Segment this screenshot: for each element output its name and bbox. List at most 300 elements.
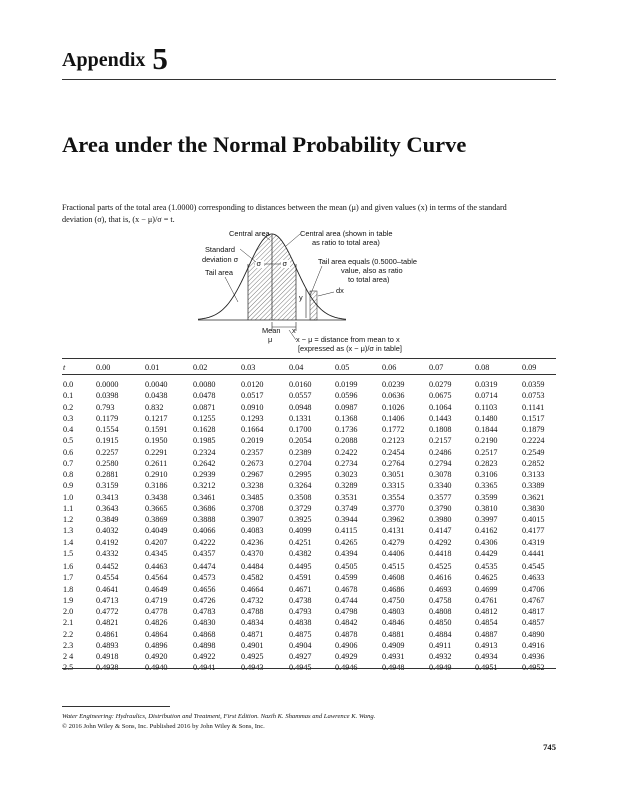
table-row-t: 1.1	[63, 503, 74, 513]
table-cell: 0.0040	[145, 380, 168, 389]
table-cell: 0.3849	[96, 515, 119, 524]
table-cell: 0.4854	[475, 618, 498, 628]
table-cell: 0.2823	[475, 458, 498, 468]
header-rule	[62, 79, 556, 80]
table-cell: 0.4890	[522, 629, 545, 639]
table-header-cell: 0.01	[145, 363, 160, 372]
table-cell: 0.4049	[145, 526, 168, 536]
table-cell: 0.2549	[522, 447, 545, 457]
table-cell: 0.4066	[193, 526, 216, 536]
description-line-2: deviation (σ), that is, (x − μ)/σ = t.	[62, 214, 175, 224]
normal-curve-figure	[0, 226, 619, 354]
dx-label: dx	[336, 286, 344, 295]
table-cell: 0.1554	[96, 425, 119, 434]
table-row-t: 1.0	[63, 492, 74, 502]
table-cell: 0.1331	[289, 413, 312, 423]
table-cell: 0.4931	[382, 652, 405, 661]
table-header-cell: 0.05	[335, 363, 350, 372]
table-cell: 0.4909	[382, 640, 405, 650]
sigma-label-left: σ	[256, 259, 262, 268]
table-cell: 0.0948	[289, 402, 312, 412]
table-cell: 0.4319	[522, 537, 545, 547]
table-cell: 0.4664	[241, 584, 264, 594]
table-cell: 0.4115	[335, 526, 358, 536]
table-cell: 0.0478	[193, 391, 216, 401]
table-cell: 0.2517	[475, 447, 498, 457]
table-cell: 0.4625	[475, 573, 498, 583]
table-cell: 0.0279	[429, 380, 452, 389]
table-cell: 0.0987	[335, 402, 358, 412]
table-cell: 0.4382	[289, 548, 312, 558]
table-cell: 0.4871	[241, 629, 264, 639]
page-title: Area under the Normal Probability Curve	[62, 132, 467, 157]
table-cell: 0.4279	[382, 537, 405, 547]
table-cell: 0.4793	[289, 607, 312, 616]
table-row-t: 0.5	[63, 436, 74, 446]
table-cell: 0.0319	[475, 380, 498, 389]
table-cell: 0.3078	[429, 470, 452, 479]
table-cell: 0.3962	[382, 515, 405, 524]
table-header-cell: 0.07	[429, 363, 444, 372]
table-cell: 0.4904	[289, 640, 312, 650]
table-cell: 0.4616	[429, 573, 452, 583]
table-cell: 0.3869	[145, 515, 168, 524]
table-header-cell: 0.03	[241, 363, 256, 372]
table-cell: 0.4015	[522, 515, 545, 524]
table-header-t: t	[63, 363, 66, 372]
table-cell: 0.3830	[522, 503, 545, 513]
table-cell: 0.1664	[241, 425, 264, 434]
table-cell: 0.1103	[475, 402, 498, 412]
table-cell: 0.3665	[145, 503, 168, 513]
table-cell: 0.4788	[241, 607, 264, 616]
table-cell: 0.3643	[96, 503, 119, 513]
table-cell: 0.4898	[193, 640, 216, 650]
table-cell: 0.2734	[335, 458, 358, 468]
table-header-cell: 0.08	[475, 363, 490, 372]
table-cell: 0.2019	[241, 436, 264, 446]
table-cell: 0.3023	[335, 470, 358, 479]
table-cell: 0.3907	[241, 515, 264, 524]
table-cell: 0.3997	[475, 515, 498, 524]
table-cell: 0.0000	[96, 380, 119, 389]
central-note-line-2: as ratio to total area)	[312, 238, 380, 247]
table-cell: 0.3790	[429, 503, 452, 513]
table-cell: 0.4761	[475, 595, 498, 605]
table-row-t: 1.2	[63, 515, 74, 524]
table-cell: 0.4678	[335, 584, 358, 594]
table-cell: 0.4868	[193, 629, 216, 639]
table-cell: 0.3888	[193, 515, 216, 524]
table-cell: 0.4515	[382, 562, 405, 571]
table-cell: 0.3599	[475, 492, 498, 502]
table-cell: 0.4934	[475, 652, 498, 661]
table-cell: 0.3315	[382, 481, 405, 491]
description	[62, 202, 556, 225]
table-cell: 0.4406	[382, 548, 405, 558]
table-cell: 0.2910	[145, 470, 168, 479]
mu-label: μ	[268, 335, 273, 344]
table-cell: 0.4842	[335, 618, 358, 628]
table-cell: 0.4846	[382, 618, 405, 628]
table-cell: 0.4918	[96, 652, 119, 661]
page-number: 745	[543, 742, 556, 752]
footnote-line-1: Water Engineering: Hydraulics, Distribution and Treatment, First Edition. Nazih K. Shammas and Lawrence K. Wang.	[62, 713, 376, 720]
table-cell: 0.4083	[241, 526, 264, 536]
table-row-t: 0.7	[63, 458, 74, 468]
tail-note-line-2: value, also as ratio	[341, 266, 403, 275]
table-cell: 0.1026	[382, 402, 405, 412]
table-cell: 0.4850	[429, 618, 452, 628]
table-cell: 0.4778	[145, 607, 168, 616]
table-cell: 0.3264	[289, 481, 312, 491]
dx-strip	[310, 291, 317, 320]
table-cell: 0.1950	[145, 436, 168, 446]
table-cell: 0.4699	[475, 584, 498, 594]
standard-deviation-label-1: Standard	[205, 245, 235, 254]
table-cell: 0.4925	[241, 652, 264, 661]
table-cell: 0.4948	[382, 663, 405, 673]
table-cell: 0.3980	[429, 515, 452, 524]
tail-note-line-3: to total area)	[348, 275, 390, 284]
table-cell: 0.1700	[289, 425, 312, 434]
table-cell: 0.3749	[335, 503, 358, 513]
table-cell: 0.1772	[382, 425, 405, 434]
table-cell: 0.3708	[241, 503, 264, 513]
table-cell: 0.4951	[475, 663, 498, 673]
table-cell: 0.0596	[335, 391, 358, 401]
appendix-heading	[62, 38, 168, 74]
table-cell: 0.0910	[241, 402, 264, 412]
table-cell: 0.3810	[475, 503, 498, 513]
table-cell: 0.4032	[96, 526, 119, 536]
table-cell: 0.4946	[335, 663, 358, 673]
central-note-line-1: Central area (shown in table	[300, 229, 393, 238]
table-row-t: 0.2	[63, 402, 74, 412]
table-cell: 0.4641	[96, 584, 119, 594]
distance-note-line-1: x − μ = distance from mean to x	[296, 335, 400, 344]
table-cell: 0.4693	[429, 584, 452, 594]
table-cell: 0.4949	[429, 663, 452, 673]
table-cell: 0.3621	[522, 492, 545, 502]
table-cell: 0.4732	[241, 595, 264, 605]
table-cell: 0.3159	[96, 481, 119, 491]
table-cell: 0.1736	[335, 425, 358, 434]
tail-area-leader	[225, 277, 238, 302]
table-cell: 0.4952	[522, 663, 545, 673]
table-cell: 0.2324	[193, 447, 216, 457]
table-cell: 0.0398	[96, 391, 119, 401]
table-cell: 0.4452	[96, 562, 119, 571]
central-area-label: Central area	[229, 229, 270, 238]
table-cell: 0.1480	[475, 413, 498, 423]
table-top-rule	[62, 358, 556, 359]
table-cell: 0.3729	[289, 503, 312, 513]
table-cell: 0.4332	[96, 548, 119, 558]
table-cell: 0.1591	[145, 425, 168, 434]
table-cell: 0.4599	[335, 573, 358, 583]
table-cell: 0.4878	[335, 629, 358, 639]
central-note-leader	[286, 234, 300, 246]
table-cell: 0.2939	[193, 470, 216, 479]
table-cell: 0.4943	[241, 663, 264, 673]
table-row-t: 0.8	[63, 470, 74, 479]
table-cell: 0.0714	[475, 391, 498, 401]
table-row-t: 2.0	[63, 607, 74, 616]
table-cell: 0.832	[145, 402, 164, 412]
table-cell: 0.3133	[522, 470, 545, 479]
tail-area-label: Tail area	[205, 268, 233, 277]
table-cell: 0.4608	[382, 573, 405, 583]
x-label: x	[292, 326, 296, 335]
table-cell: 0.0359	[522, 380, 545, 389]
table-cell: 0.1406	[382, 413, 405, 423]
table-cell: 0.1517	[522, 413, 545, 423]
table-cell: 0.4901	[241, 640, 264, 650]
table-cell: 0.1064	[429, 402, 452, 412]
table-cell: 0.4370	[241, 548, 264, 558]
table-cell: 0.3413	[96, 492, 119, 502]
table-cell: 0.4920	[145, 652, 168, 661]
description-line-1: Fractional parts of the total area (1.0000) corresponding to distances between the mean (μ) and given values (x) in terms of the standard	[62, 203, 507, 212]
table-cell: 0.2764	[382, 458, 405, 468]
table-cell: 0.4812	[475, 607, 498, 616]
table-cell: 0.3212	[193, 481, 216, 491]
table-cell: 0.4738	[289, 595, 312, 605]
table-cell: 0.4441	[522, 548, 545, 558]
table-row-t: 1.4	[63, 537, 74, 547]
table-cell: 0.3238	[241, 481, 264, 491]
table-cell: 0.3186	[145, 481, 168, 491]
table-row-t: 2.3	[63, 640, 74, 650]
table-cell: 0.4495	[289, 562, 312, 571]
footnote	[62, 712, 375, 731]
table-cell: 0.4177	[522, 526, 545, 536]
distance-note-line-2: [expressed as (x − μ)/σ in table]	[298, 344, 402, 353]
table-bottom-rule	[62, 668, 556, 669]
table-cell: 0.3485	[241, 492, 264, 502]
footnote-line-2: © 2016 John Wiley & Sons, Inc. Published 2016 by John Wiley & Sons, Inc.	[62, 722, 265, 730]
table-cell: 0.4713	[96, 595, 119, 605]
table-cell: 0.4798	[335, 607, 358, 616]
table-cell: 0.1915	[96, 436, 119, 446]
table-cell: 0.4726	[193, 595, 216, 605]
table-cell: 0.4857	[522, 618, 545, 628]
table-cell: 0.2088	[335, 436, 358, 446]
table-cell: 0.4821	[96, 618, 119, 628]
table-cell: 0.2794	[429, 458, 452, 468]
table-cell: 0.0675	[429, 391, 452, 401]
table-cell: 0.3531	[335, 492, 358, 502]
table-cell: 0.1443	[429, 413, 452, 423]
table-row-t: 0.4	[63, 425, 74, 434]
table-cell: 0.4896	[145, 640, 168, 650]
table-cell: 0.4236	[241, 537, 264, 547]
table-cell: 0.4758	[429, 595, 452, 605]
table-cell: 0.0517	[241, 391, 264, 401]
table-cell: 0.3577	[429, 492, 452, 502]
table-cell: 0.1844	[475, 425, 498, 434]
table-row-t: 2.1	[63, 618, 74, 628]
table-cell: 0.4750	[382, 595, 405, 605]
table-row-t: 0.1	[63, 391, 74, 401]
table-cell: 0.1179	[96, 413, 119, 423]
appendix-label: Appendix	[62, 49, 146, 71]
table-header-cell: 0.09	[522, 363, 537, 372]
table-cell: 0.2157	[429, 436, 452, 446]
table-cell: 0.0239	[382, 380, 405, 389]
table-row-t: 2.2	[63, 629, 74, 639]
sigma-label-right: σ	[282, 259, 288, 268]
footnote-rule	[62, 706, 170, 707]
table-row-t: 0.3	[63, 413, 74, 423]
table-cell: 0.4803	[382, 607, 405, 616]
table-cell: 0.1217	[145, 413, 168, 423]
table-cell: 0.4783	[193, 607, 216, 616]
table-cell: 0.793	[96, 402, 115, 412]
table-cell: 0.4207	[145, 537, 168, 547]
table-row-t: 1.5	[63, 548, 74, 558]
table-cell: 0.4505	[335, 562, 358, 571]
table-cell: 0.2673	[241, 458, 264, 468]
table-cell: 0.1255	[193, 413, 216, 423]
table-cell: 0.4936	[522, 652, 545, 661]
table-cell: 0.4633	[522, 573, 545, 583]
tail-note-line-1: Tail area equals (0.5000–table	[318, 257, 418, 266]
table-cell: 0.2357	[241, 447, 264, 457]
dx-leader	[318, 292, 334, 296]
table-cell: 0.4906	[335, 640, 358, 650]
table-cell: 0.4817	[522, 607, 545, 616]
table-cell: 0.3508	[289, 492, 312, 502]
table-cell: 0.4671	[289, 584, 312, 594]
table-cell: 0.4881	[382, 629, 405, 639]
table-cell: 0.0120	[241, 380, 264, 389]
table-cell: 0.2291	[145, 447, 168, 457]
table-cell: 0.4535	[475, 562, 498, 571]
table-cell: 0.1879	[522, 425, 545, 434]
table-row-t: 0.9	[63, 481, 74, 491]
table-cell: 0.4929	[335, 652, 358, 661]
table-row-t: 1.7	[63, 573, 74, 583]
table-cell: 0.4887	[475, 629, 498, 639]
table-row-t: 1.3	[63, 526, 74, 536]
table-cell: 0.3340	[429, 481, 452, 491]
table-row-t: 2 4	[63, 652, 74, 661]
table-cell: 0.2486	[429, 447, 452, 457]
table-cell: 0.4838	[289, 618, 312, 628]
table-row-t: 2.5	[63, 663, 74, 673]
table-cell: 0.4192	[96, 537, 119, 547]
table-cell: 0.2881	[96, 470, 119, 479]
table-cell: 0.4418	[429, 548, 452, 558]
y-label: y	[299, 293, 303, 302]
table-cell: 0.4922	[193, 652, 216, 661]
table-cell: 0.4545	[522, 562, 545, 571]
table-cell: 0.4826	[145, 618, 168, 628]
table-row-t: 0.6	[63, 447, 74, 457]
table-cell: 0.4938	[96, 663, 119, 673]
table-cell: 0.2580	[96, 458, 119, 468]
table-cell: 0.2190	[475, 436, 498, 446]
table-cell: 0.2611	[145, 458, 168, 468]
table-header-cell: 0.04	[289, 363, 304, 372]
table-cell: 0.4099	[289, 526, 312, 536]
appendix-number: 5	[152, 41, 168, 76]
table-cell: 0.3438	[145, 492, 168, 502]
table-cell: 0.1141	[522, 402, 545, 412]
table-cell: 0.3925	[289, 515, 312, 524]
table-cell: 0.3686	[193, 503, 216, 513]
table-cell: 0.3365	[475, 481, 498, 491]
table-cell: 0.3944	[335, 515, 358, 524]
table-cell: 0.1368	[335, 413, 358, 423]
table-cell: 0.4884	[429, 629, 452, 639]
table-cell: 0.4706	[522, 584, 545, 594]
table-cell: 0.4394	[335, 548, 358, 558]
table-cell: 0.0438	[145, 391, 168, 401]
table-cell: 0.4834	[241, 618, 264, 628]
table-cell: 0.4554	[96, 573, 119, 583]
table-cell: 0.4345	[145, 548, 168, 558]
table-cell: 0.2123	[382, 436, 405, 446]
table-cell: 0.4162	[475, 526, 498, 536]
table-cell: 0.4941	[193, 663, 216, 673]
table-cell: 0.4131	[382, 526, 405, 536]
table-cell: 0.1985	[193, 436, 216, 446]
table-cell: 0.2852	[522, 458, 545, 468]
table-cell: 0.2642	[193, 458, 216, 468]
table-cell: 0.1628	[193, 425, 216, 434]
table-row-t: 1.9	[63, 595, 74, 605]
table-cell: 0.0199	[335, 380, 358, 389]
table-cell: 0.3389	[522, 481, 545, 491]
table-cell: 0.0557	[289, 391, 312, 401]
table-cell: 0.4292	[429, 537, 452, 547]
table-cell: 0.4474	[193, 562, 216, 571]
table-cell: 0.4772	[96, 607, 119, 616]
table-cell: 0.4911	[429, 640, 452, 650]
table-cell: 0.4893	[96, 640, 119, 650]
table-cell: 0.1808	[429, 425, 452, 434]
table-cell: 0.4463	[145, 562, 168, 571]
table-cell: 0.4357	[193, 548, 216, 558]
table-header-cell: 0.00	[96, 363, 111, 372]
table-cell: 0.3770	[382, 503, 405, 513]
table-cell: 0.4875	[289, 629, 312, 639]
table-header-cell: 0.06	[382, 363, 397, 372]
table-cell: 0.4147	[429, 526, 452, 536]
table-cell: 0.4686	[382, 584, 405, 594]
table-cell: 0.3289	[335, 481, 358, 491]
table-cell: 0.2422	[335, 447, 358, 457]
table-cell: 0.4564	[145, 573, 168, 583]
table-cell: 0.3051	[382, 470, 405, 479]
table-cell: 0.4861	[96, 629, 119, 639]
table-cell: 0.0160	[289, 380, 312, 389]
table-header-cell: 0.02	[193, 363, 208, 372]
table-cell: 0.2704	[289, 458, 312, 468]
table-header-rule	[62, 374, 556, 375]
table-cell: 0.4306	[475, 537, 498, 547]
table-cell: 0.4940	[145, 663, 168, 673]
table-cell: 0.4573	[193, 573, 216, 583]
table-cell: 0.4591	[289, 573, 312, 583]
table-cell: 0.4719	[145, 595, 168, 605]
table-cell: 0.4484	[241, 562, 264, 571]
table-cell: 0.0753	[522, 391, 545, 401]
table-row-t: 1.6	[63, 562, 74, 571]
